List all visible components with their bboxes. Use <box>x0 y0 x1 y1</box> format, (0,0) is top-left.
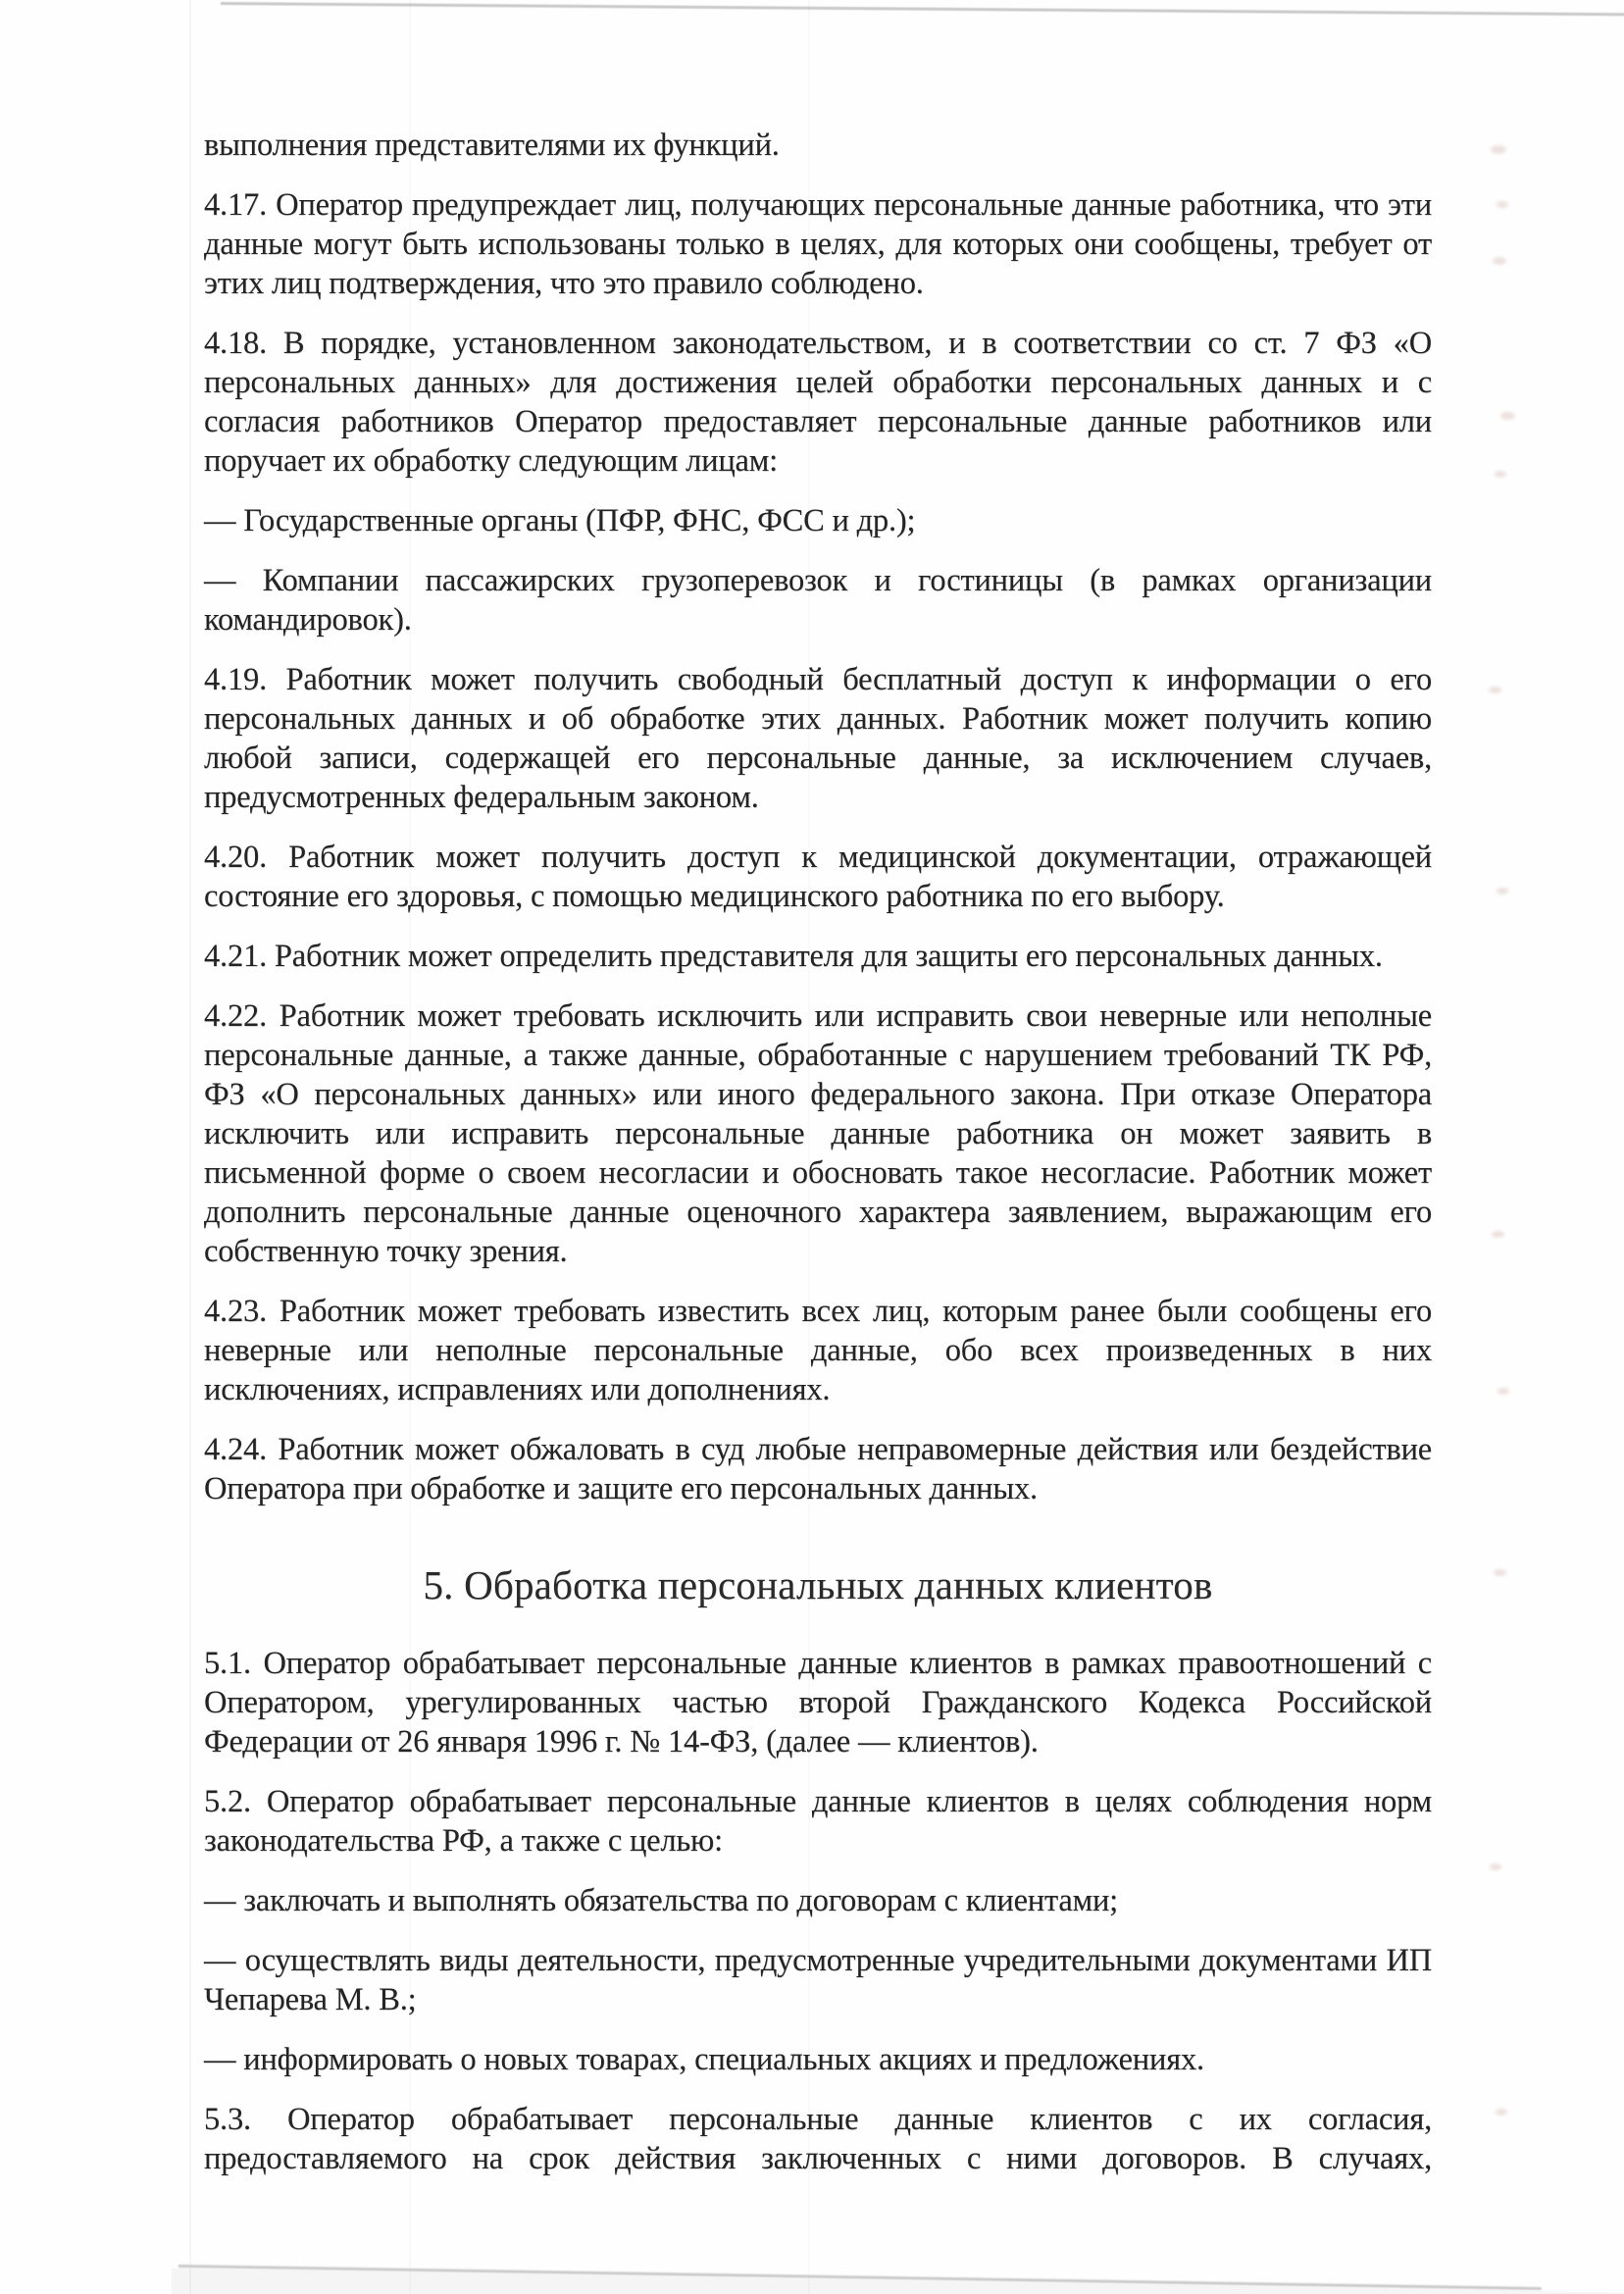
paragraph-4-23: 4.23. Работник может требовать известить всех лиц, которым ранее были сообщены его неверные или неполные персональные данные, обо всех произведенных в них исключениях, исправлениях или дополнениях. <box>204 1294 1432 1407</box>
bullet-contracts: — заключать и выполнять обязательства по договорам с клиентами; <box>204 1883 1118 1918</box>
scan-smudge <box>1490 1863 1501 1870</box>
paragraph-4-24: 4.24. Работник может обжаловать в суд любые неправомерные действия или бездействие Оператора при обработке и защите его персональных данных. <box>204 1432 1432 1506</box>
scan-smudge <box>1497 201 1508 208</box>
scan-smudge <box>1492 1231 1504 1238</box>
section-5-heading: 5. Обработка персональных данных клиентов <box>423 1562 1213 1607</box>
scan-smudge <box>1491 145 1506 154</box>
bullet-state-bodies: — Государственные органы (ПФР, ФНС, ФСС и др.); <box>204 503 916 538</box>
scan-smudge <box>1494 1569 1506 1576</box>
paragraph-5-1: 5.1. Оператор обрабатывает персональные данные клиентов в рамках правоотношений с Оператором, урегулированных частью второй Гражданского Кодекса Российской Федерации от 26 января 1996 г. № 14-ФЗ, (далее — клиентов). <box>204 1646 1432 1759</box>
bullet-activities: — осуществлять виды деятельности, предусмотренные учредительными документами ИП Чепарева М. В.; <box>204 1943 1432 2017</box>
paragraph-5-2: 5.2. Оператор обрабатывает персональные данные клиентов в целях соблюдения норм законодательства РФ, а также с целью: <box>204 1784 1432 1859</box>
document-text-block <box>204 126 1432 2199</box>
scan-smudge <box>1493 257 1506 265</box>
scan-top-edge-line <box>221 2 1624 16</box>
scan-smudge <box>1496 2109 1507 2116</box>
scan-bottom-edge-shade <box>171 2269 1624 2294</box>
scan-smudge <box>1489 687 1501 693</box>
scan-fold-line-left <box>189 0 191 2294</box>
bullet-inform-offers: — информировать о новых товарах, специальных акциях и предложениях. <box>204 2042 1204 2077</box>
scan-smudge <box>1497 888 1508 894</box>
paragraph-4-20: 4.20. Работник может получить доступ к медицинской документации, отражающей состояние его здоровья, с помощью медицинского работника по его выбору. <box>204 840 1432 914</box>
scan-smudge <box>1495 471 1506 478</box>
paragraph-4-19: 4.19. Работник может получить свободный бесплатный доступ к информации о его персональных данных и об обработке этих данных. Работник может получить копию любой записи, содержащей его персональные данные, за исключением случаев, предусмотренных федеральным законом. <box>204 662 1432 815</box>
bullet-transport-companies: — Компании пассажирских грузоперевозок и гостиницы (в рамках организации командировок). <box>204 563 1432 637</box>
scan-smudge <box>1497 1388 1509 1395</box>
continuation-paragraph: выполнения представителями их функций. <box>204 127 780 163</box>
paragraph-4-17: 4.17. Оператор предупреждает лиц, получающих персональные данные работника, что эти данные могут быть использованы только в целях, для которых они сообщены, требует от этих лиц подтверждения, что это правило соблюдено. <box>204 187 1432 301</box>
scan-smudge <box>1500 412 1515 420</box>
paragraph-4-21: 4.21. Работник может определить представителя для защиты его персональных данных. <box>204 939 1383 974</box>
paragraph-4-22: 4.22. Работник может требовать исключить или исправить свои неверные или неполные персональные данные, а также данные, обработанные с нарушением требований ТК РФ, ФЗ «О персональных данных» или иного федерального закона. При отказе Оператора исключить или исправить персональные данные работника он может заявить в письменной форме о своем несогласии и обосновать такое несогласие. Работник может дополнить персональные данные оценочного характера заявлением, выражающим его собственную точку зрения. <box>204 998 1432 1269</box>
paragraph-4-18: 4.18. В порядке, установленном законодательством, и в соответствии со ст. 7 ФЗ «О персональных данных» для достижения целей обработки персональных данных и с согласия работников Оператор предоставляет персональные данные работников или поручает их обработку следующим лицам: <box>204 326 1432 479</box>
paragraph-5-3: 5.3. Оператор обрабатывает персональные данные клиентов с их согласия, предоставляемого на срок действия заключенных с ними договоров. В случаях, <box>204 2102 1432 2176</box>
